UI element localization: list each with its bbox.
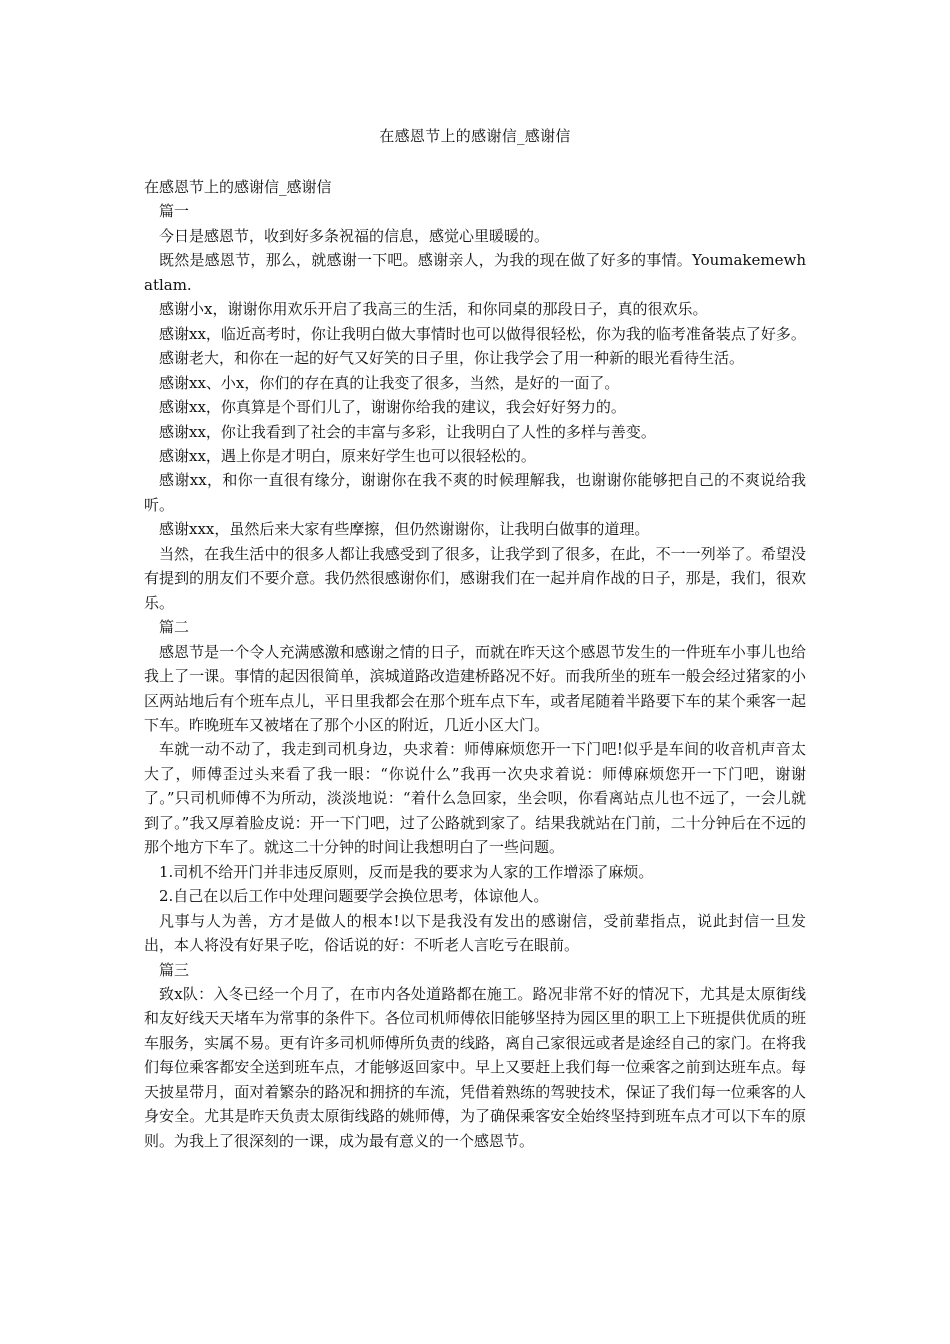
paragraph: 车就一动不动了，我走到司机身边，央求着：师傅麻烦您开一下门吧!似乎是车间的收音机声音太大了，师傅歪过头来看了我一眼：“你说什么”我再一次央求着说：师傅麻烦您开一下门吧，谢谢了。”只司机师傅不为所动，淡淡地说：“着什么急回家，坐会呗，你看离站点儿也不远了，一会儿就到了。”我又厚着脸皮说：开一下门吧，过了公路就到家了。结果我就站在门前，二十分钟后在不远的那个地方下车了。就这二十分钟的时间让我想明白了一些问题。 — [144, 740, 806, 857]
paragraph: 篇二 — [159, 618, 190, 637]
paragraph: 篇一 — [159, 202, 190, 221]
paragraph: 篇三 — [159, 960, 190, 979]
paragraph: 感谢xx，你真算是个哥们儿了，谢谢你给我的建议，我会好好努力的。 — [159, 398, 626, 417]
paragraph: 在感恩节上的感谢信_感谢信 — [144, 178, 332, 196]
paragraph: 感恩节是一个令人充满感激和感谢之情的日子，而就在昨天这个感恩节发生的一件班车小事儿也给我上了一课。事情的起因很简单，滨城道路改造建桥路况不好。而我所坐的班车一般会经过猪家的小区两站地后有个班车点儿，平日里我都会在那个班车点下车，或者尾随着半路要下车的某个乘客一起下车。昨晚班车又被堵在了那个小区的附近，几近小区大门。 — [144, 642, 806, 734]
paragraph: 感谢xxx，虽然后来大家有些摩擦，但仍然谢谢你，让我明白做事的道理。 — [159, 520, 650, 539]
paragraph: 当然，在我生活中的很多人都让我感受到了很多，让我学到了很多，在此，不一一列举了。希望没有提到的朋友们不要介意。我仍然很感谢你们，感谢我们在一起并肩作战的日子，那是，我们，很欢乐。 — [144, 544, 806, 612]
paragraph: 感谢xx，临近高考时，你让我明白做大事情时也可以做得很轻松，你为我的临考准备装点了好多。 — [159, 324, 806, 343]
paragraph: 感谢小x，谢谢你用欢乐开启了我高三的生活，和你同桌的那段日子，真的很欢乐。 — [159, 300, 708, 319]
paragraph: 今日是感恩节，收到好多条祝福的信息，感觉心里暖暖的。 — [159, 226, 550, 245]
paragraph: 2.自己在以后工作中处理问题要学会换位思考，体谅他人。 — [159, 887, 549, 906]
paragraph: 既然是感恩节，那么，就感谢一下吧。感谢亲人，为我的现在做了好多的事情。Youmakemewhatlam. — [144, 251, 806, 294]
paragraph: 1.司机不给开门并非违反原则，反而是我的要求为人家的工作增添了麻烦。 — [159, 862, 654, 881]
paragraph: 感谢xx、小x，你们的存在真的让我变了很多，当然，是好的一面了。 — [159, 373, 620, 392]
paragraph: 感谢xx，你让我看到了社会的丰富与多彩，让我明白了人性的多样与善变。 — [159, 422, 656, 441]
paragraph: 感谢老大，和你在一起的好气又好笑的日子里，你让我学会了用一种新的眼光看待生活。 — [159, 349, 745, 368]
document-title: 在感恩节上的感谢信_感谢信 — [379, 127, 571, 145]
paragraph: 感谢xx，遇上你是才明白，原来好学生也可以很轻松的。 — [159, 446, 536, 465]
paragraph: 致x队：入冬已经一个月了，在市内各处道路都在施工。路况非常不好的情况下，尤其是太原街线和友好线天天堵车为常事的条件下。各位司机师傅依旧能够坚持为园区里的职工上下班提供优质的班车服务，实属不易。更有许多司机师傅所负责的线路，离自己家很远或者是途经自己的家门。在将我们每位乘客都安全送到班车点，才能够返回家中。早上又要赶上我们每一位乘客之前到达班车点。每天披星带月，面对着繁杂的路况和拥挤的车流，凭借着熟练的驾驶技术，保证了我们每一位乘客的人身安全。尤其是昨天负责太原街线路的姚师傅，为了确保乘客安全始终坚持到班车点才可以下车的原则。为我上了很深刻的一课，成为最有意义的一个感恩节。 — [144, 984, 806, 1150]
paragraph: 感谢xx，和你一直很有缘分，谢谢你在我不爽的时候理解我，也谢谢你能够把自己的不爽说给我听。 — [144, 471, 806, 514]
document-body — [144, 175, 806, 1153]
paragraph: 凡事与人为善，方才是做人的根本!以下是我没有发出的感谢信，受前辈指点，说此封信一旦发出，本人将没有好果子吃，俗话说的好：不听老人言吃亏在眼前。 — [144, 911, 806, 955]
